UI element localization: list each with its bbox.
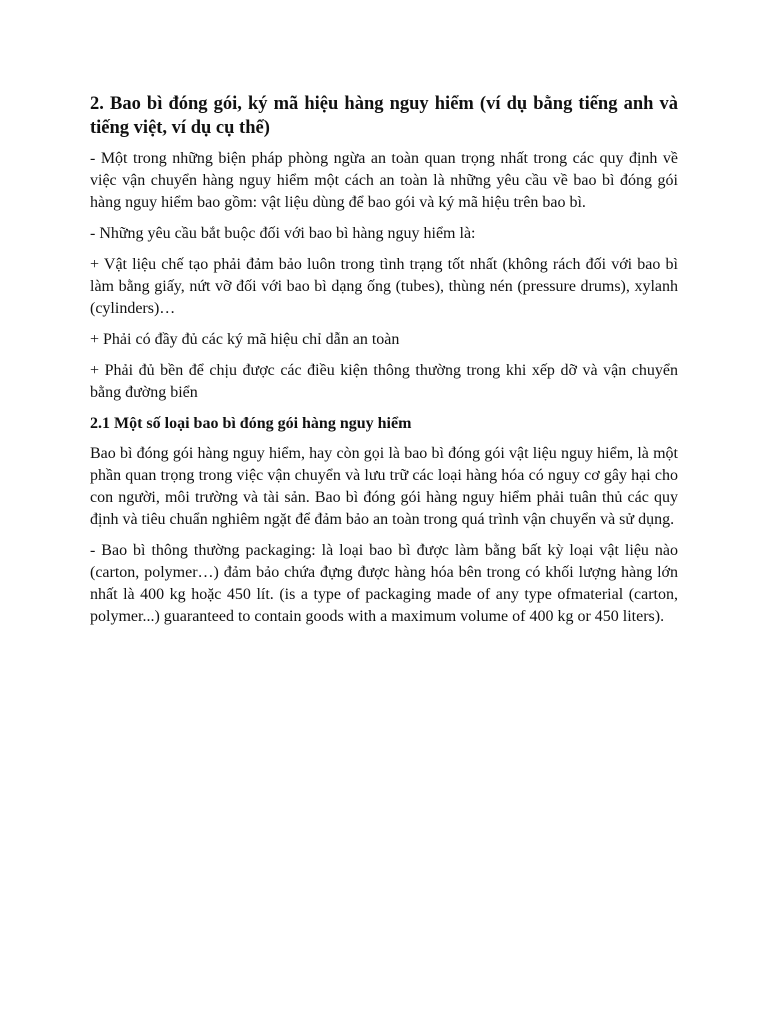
requirement-item-2: + Phải có đầy đủ các ký mã hiệu chỉ dẫn an toàn (90, 331, 400, 348)
intro-paragraph-1: - Một trong những biện pháp phòng ngừa an toàn quan trọng nhất trong các quy định về việc vận chuyển hàng nguy hiểm một cách an toàn là những yêu cầu về bao bì đóng gói hàng nguy hiểm bao gồm: vật liệu dùng để bao gói và ký mã hiệu trên bao bì. (90, 150, 678, 211)
section-paragraph-1: Bao bì đóng gói hàng nguy hiểm, hay còn gọi là bao bì đóng gói vật liệu nguy hiểm, là một phần quan trọng trong việc vận chuyển và lưu trữ các loại hàng hóa có nguy cơ gây hại cho con người, môi trường và tài sản. Bao bì đóng gói hàng nguy hiểm phải tuân thủ các quy định và tiêu chuẩn nghiêm ngặt để đảm bảo an toàn trong quá trình vận chuyển và sử dụng. (90, 445, 678, 528)
section-heading: 2. Bao bì đóng gói, ký mã hiệu hàng nguy hiểm (ví dụ bằng tiếng anh và tiếng việt, ví dụ cụ thể) (90, 94, 678, 138)
document-page (90, 92, 678, 637)
subsection-heading: 2.1 Một số loại bao bì đóng gói hàng nguy hiểm (90, 415, 412, 432)
intro-paragraph-2: - Những yêu cầu bắt buộc đối với bao bì hàng nguy hiểm là: (90, 225, 476, 242)
section-paragraph-2: - Bao bì thông thường packaging: là loại bao bì được làm bằng bất kỳ loại vật liệu nào (carton, polymer…) đảm bảo chứa đựng được hàng hóa bên trong có khối lượng hàng lớn nhất là 400 kg hoặc 450 lít. (is a type of packaging made of any type ofmaterial (carton, polymer...) guaranteed to contain goods with a maximum volume of 400 kg or 450 liters). (90, 542, 678, 625)
requirement-item-1: + Vật liệu chế tạo phải đảm bảo luôn trong tình trạng tốt nhất (không rách đối với bao bì làm bằng giấy, nứt vỡ đối với bao bì dạng ống (tubes), thùng nén (pressure drums), xylanh (cylinders)… (90, 256, 678, 317)
requirement-item-3: + Phải đủ bền để chịu được các điều kiện thông thường trong khi xếp dỡ và vận chuyển bằng đường biển (90, 362, 678, 401)
